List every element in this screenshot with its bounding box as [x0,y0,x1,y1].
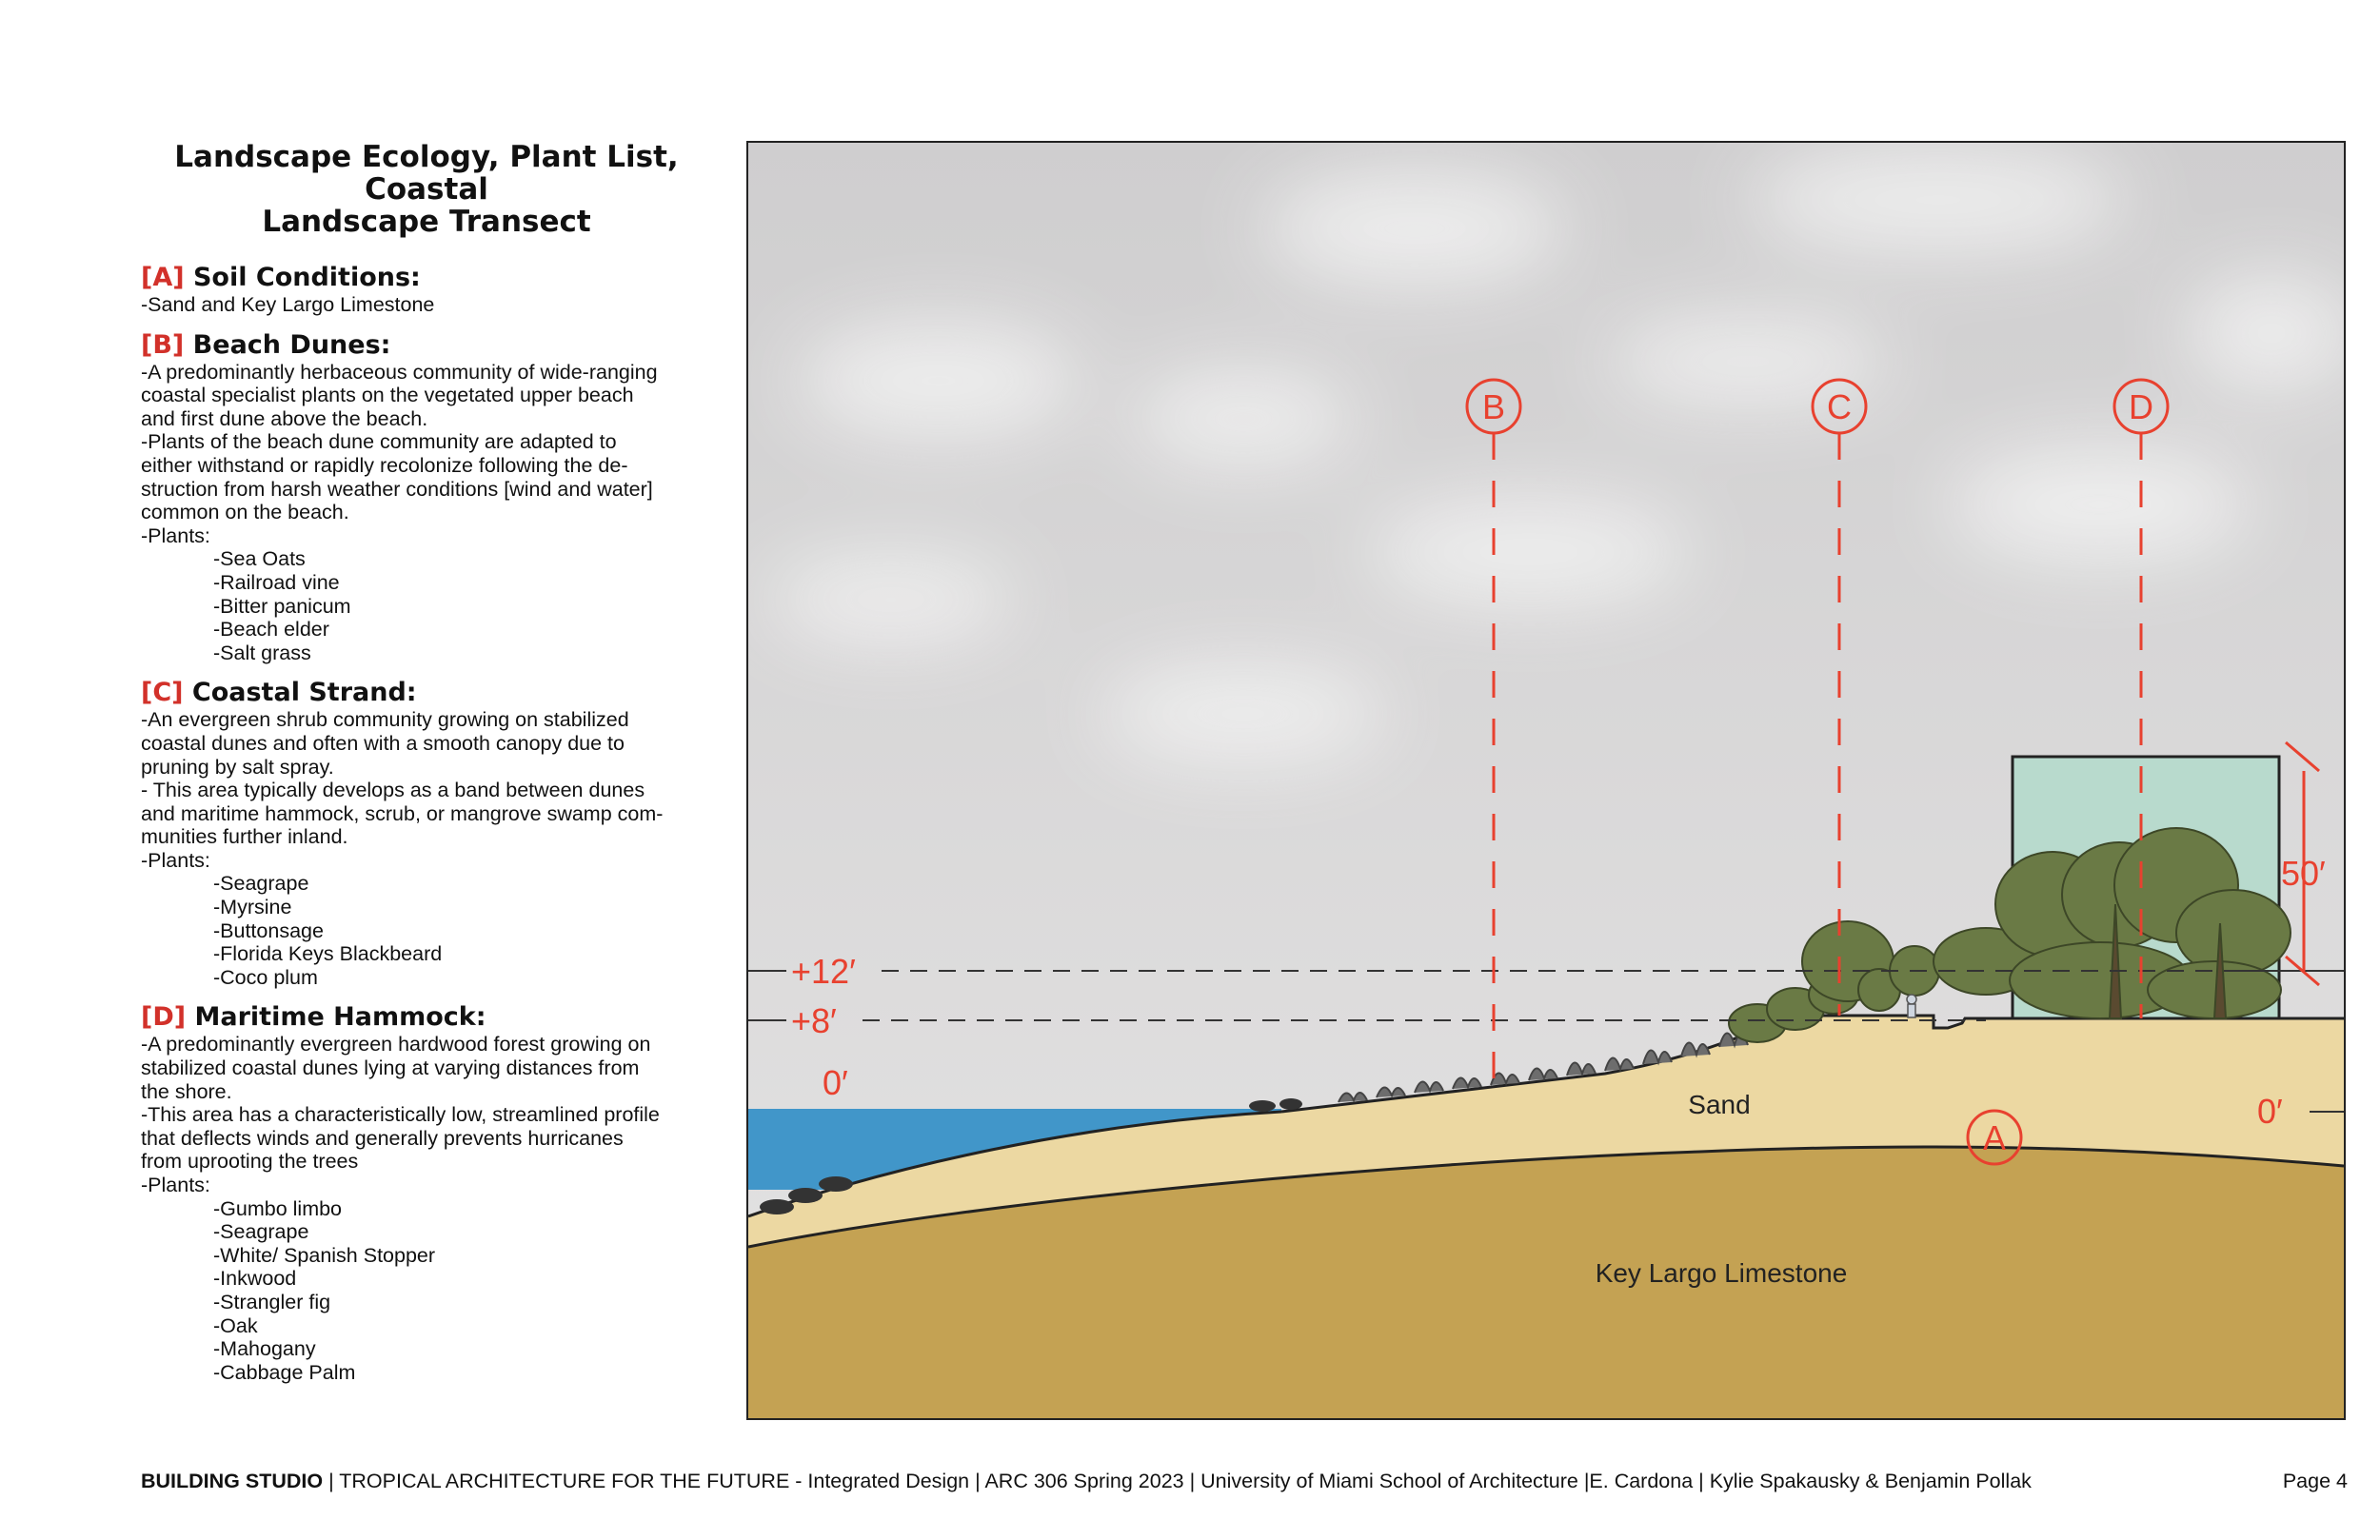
height-label: 50′ [2281,854,2326,893]
plant-item: -Sea Oats [213,547,306,571]
marker-a-label: A [1982,1118,2007,1157]
plant-item: -Mahogany [213,1337,316,1361]
section-line: -A predominantly herbaceous community of wide-ranging [141,360,658,384]
plant-item: -Salt grass [213,641,311,664]
elevation-label-zero-right: 0′ [2257,1092,2283,1131]
elevation-label-zero-left: 0′ [823,1063,848,1102]
section [141,678,712,989]
plant-item: -Oak [213,1313,258,1337]
elevation-label-plus12: +12′ [791,952,856,991]
marker-b-label: B [1481,387,1506,426]
section-line: -An evergreen shrub community growing on stabilized [141,708,629,732]
elevation-label-plus8: +8′ [791,1001,837,1040]
section-title: Coastal Strand: [191,678,417,708]
section-title: Beach Dunes: [192,329,391,360]
footer-studio: BUILDING STUDIO [141,1470,324,1492]
person-figure [1907,995,1916,1017]
footer-credits: | TROPICAL ARCHITECTURE FOR THE FUTURE - Integrated Design | ARC 306 Spring 2023 | University of Miami School of Architecture |E. Cardona | Kylie Spakausky & Benjamin Pollak [323,1470,2032,1492]
page-title [141,141,712,238]
section-tag: [A] [141,263,185,292]
section-line: -This area has a characteristically low, streamlined profile [141,1103,660,1127]
section-heading [141,678,712,708]
section-heading [141,1002,712,1033]
coastal-transect-figure [746,141,2346,1420]
plant-item: -Strangler fig [213,1290,331,1313]
plant-item: -Railroad vine [213,570,340,594]
section-line: and maritime hammock, scrub, or mangrove swamp com- [141,801,664,825]
plant-item: -Myrsine [213,896,292,919]
section [141,330,712,665]
plant-item: -Seagrape [213,872,309,896]
text-column [141,141,712,1397]
marker-c-label: C [1827,387,1852,426]
section-heading [141,263,712,293]
section-line: -Plants: [141,523,210,547]
section-line: the shore. [141,1079,232,1103]
section [141,1002,712,1384]
section [141,263,712,317]
section-line: struction from harsh weather conditions [wind and water] [141,477,653,501]
section-line: pruning by salt spray. [141,755,334,779]
section-line: common on the beach. [141,501,349,524]
plant-list [213,547,712,664]
section-heading [141,330,712,361]
plant-item: -Florida Keys Blackbeard [213,942,443,966]
section-line: that deflects winds and generally prevents hurricanes [141,1126,624,1150]
section-title: Maritime Hammock: [194,1002,486,1033]
section-tag: [D] [141,1002,187,1033]
plant-item: -Beach elder [213,618,329,642]
section-title: Soil Conditions: [192,263,421,292]
plant-item: -Cabbage Palm [213,1360,356,1384]
page-number: Page 4 [2282,1470,2348,1492]
plant-item: -Buttonsage [213,918,324,942]
section-line: coastal specialist plants on the vegetated upper beach [141,384,634,407]
section-body [141,708,712,872]
plant-list [213,872,712,989]
section-tag: [B] [141,329,185,360]
marker-d-label: D [2129,387,2153,426]
section-line: and first dune above the beach. [141,406,428,430]
section-body [141,293,712,317]
section-line: -A predominantly evergreen hardwood forest growing on [141,1033,651,1056]
section-line: either withstand or rapidly recolonize following the de- [141,453,628,477]
section-tag: [C] [141,678,184,708]
plant-item: -White/ Spanish Stopper [213,1243,436,1267]
plant-item: -Bitter panicum [213,594,351,618]
sand-label: Sand [1688,1090,1751,1119]
sections [141,263,712,1384]
section-line: munities further inland. [141,825,348,849]
section-line: coastal dunes and often with a smooth canopy due to [141,731,625,755]
section-body [141,361,712,548]
title-line-2: Landscape Transect [262,205,591,239]
title-line-1: Landscape Ecology, Plant List, Coastal [174,140,679,207]
section-line: -Plants: [141,1174,210,1196]
plant-item: -Gumbo limbo [213,1196,343,1220]
section-line: - This area typically develops as a band between dunes [141,779,645,802]
section-body [141,1033,712,1196]
section-line: -Sand and Key Largo Limestone [141,293,435,316]
plant-item: -Coco plum [213,965,318,989]
plant-list [213,1197,712,1385]
footer [141,1470,2348,1493]
section-line: -Plants: [141,848,210,872]
section-line: from uprooting the trees [141,1150,359,1174]
plant-item: -Inkwood [213,1267,297,1291]
section-line: stabilized coastal dunes lying at varying distances from [141,1056,640,1080]
plant-item: -Seagrape [213,1220,309,1244]
limestone-label: Key Largo Limestone [1595,1258,1848,1288]
section-line: -Plants of the beach dune community are adapted to [141,430,617,454]
